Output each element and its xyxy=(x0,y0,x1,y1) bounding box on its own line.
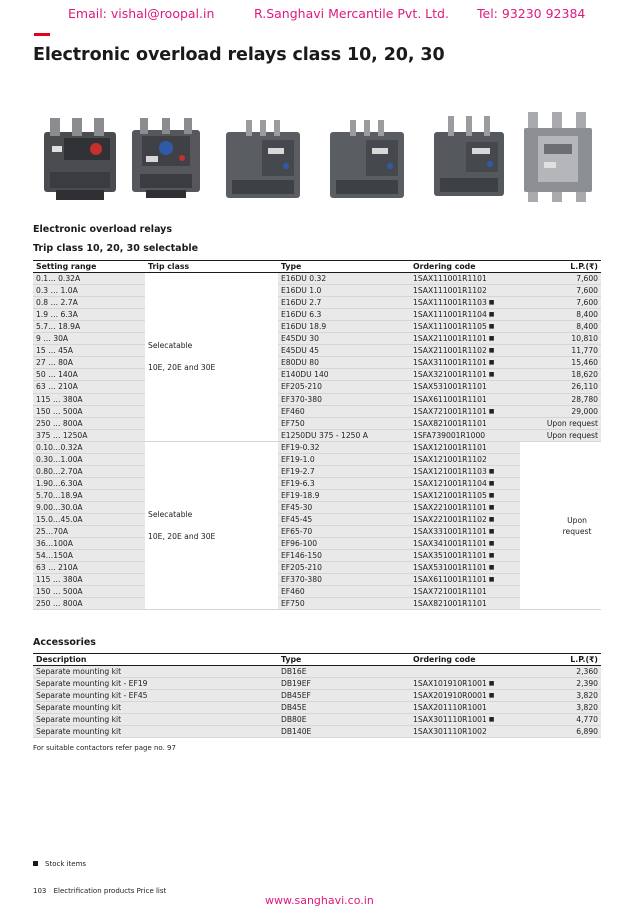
ordering-code-cell xyxy=(410,501,520,513)
trip-class-cell xyxy=(145,441,278,610)
setting-range-cell: 0.80…2.70A xyxy=(33,465,145,477)
stock-marker-icon: ■ xyxy=(488,552,495,560)
trip-class-line: Selecatable xyxy=(148,341,193,351)
ordering-code: 1SAX221001R1102 xyxy=(413,515,487,524)
ordering-code: 1SAX721001R1101 xyxy=(413,406,487,416)
ordering-code-cell xyxy=(410,321,520,333)
ordering-code-cell xyxy=(410,369,520,381)
setting-range-cell: 0.30…1.00A xyxy=(33,453,145,465)
price-cell: 2,390 xyxy=(520,678,601,690)
table-row xyxy=(33,562,601,574)
setting-range-cell: 0.3 … 1.0A xyxy=(33,285,145,297)
trip-class-line: 10E, 20E and 30E xyxy=(148,532,216,542)
column-header: L.P.(₹) xyxy=(520,654,601,666)
type-cell: EF460 xyxy=(278,405,410,417)
ordering-code: 1SAX331001R1101 xyxy=(413,527,487,537)
stock-marker-icon: ■ xyxy=(488,516,495,523)
ordering-code-cell xyxy=(410,550,520,562)
stock-marker-icon: ■ xyxy=(488,335,495,343)
table-row xyxy=(33,526,601,538)
type-cell: E16DU 6.3 xyxy=(278,309,410,321)
setting-range-cell: 150 … 500A xyxy=(33,405,145,417)
type-cell: EF19-1.0 xyxy=(278,453,410,465)
table-header-row xyxy=(33,261,601,273)
table-row xyxy=(33,489,601,501)
price-cell: Upon request xyxy=(520,429,601,441)
ordering-code-cell xyxy=(410,465,520,477)
ordering-code: 1SAX111001R1102 xyxy=(413,286,487,296)
column-header: Type xyxy=(278,654,410,666)
stock-marker-icon: ■ xyxy=(488,407,495,415)
price-cell: 7,600 xyxy=(520,273,601,285)
price-cell: 11,770 xyxy=(520,345,601,357)
ordering-code-cell xyxy=(410,273,520,285)
description-cell: Separate mounting kit xyxy=(33,666,278,678)
page-footer xyxy=(33,887,166,895)
section-title-trip-class: Trip class 10, 20, 30 selectable xyxy=(33,243,199,254)
relay-image-3 xyxy=(226,120,300,200)
type-cell: E45DU 30 xyxy=(278,333,410,345)
ordering-code-cell xyxy=(410,345,520,357)
relays-table xyxy=(33,260,601,610)
table-row xyxy=(33,690,601,702)
ordering-code-cell xyxy=(410,598,520,610)
ordering-code: 1SAX201910R0001 xyxy=(413,691,487,701)
ordering-code-cell xyxy=(410,538,520,550)
table-row xyxy=(33,666,601,678)
stock-marker-icon: ■ xyxy=(488,503,495,511)
price-cell: 7,600 xyxy=(520,285,601,297)
stock-marker-icon: ■ xyxy=(488,467,495,475)
price-cell: 2,360 xyxy=(520,666,601,678)
type-cell: EF45-30 xyxy=(278,501,410,513)
type-cell: EF370-380 xyxy=(278,574,410,586)
ordering-code-cell xyxy=(410,526,520,538)
ordering-code: 1SAX301110R1002 xyxy=(413,727,487,737)
description-cell: Separate mounting kit xyxy=(33,714,278,726)
table-row xyxy=(33,417,601,429)
ordering-code: 1SAX611001R1101 xyxy=(413,575,487,585)
ordering-code-cell xyxy=(410,726,520,738)
column-header: Setting range xyxy=(33,261,145,273)
table-row xyxy=(33,357,601,369)
setting-range-cell: 0.1… 0.32A xyxy=(33,273,145,285)
column-header: Trip class xyxy=(145,261,278,273)
type-cell: EF750 xyxy=(278,417,410,429)
price-cell: 28,780 xyxy=(520,393,601,405)
setting-range-cell: 150 … 500A xyxy=(33,586,145,598)
type-cell: EF370-380 xyxy=(278,393,410,405)
relay-image-4 xyxy=(330,120,404,200)
contactor-note: For suitable contactors refer page no. 97 xyxy=(33,744,176,752)
accessories-table xyxy=(33,653,601,738)
type-cell: EF460 xyxy=(278,586,410,598)
type-cell: E1250DU 375 - 1250 A xyxy=(278,429,410,441)
header-tel[interactable]: Tel: 93230 92384 xyxy=(477,6,586,21)
stock-square-icon xyxy=(33,861,38,866)
table-row xyxy=(33,273,601,285)
table-row xyxy=(33,453,601,465)
price-cell: 4,770 xyxy=(520,714,601,726)
table-row xyxy=(33,369,601,381)
table-row xyxy=(33,550,601,562)
setting-range-cell: 375 … 1250A xyxy=(33,429,145,441)
setting-range-cell: 0.8 … 2.7A xyxy=(33,297,145,309)
description-cell: Separate mounting kit - EF19 xyxy=(33,678,278,690)
ordering-code: 1SAX341001R1101 xyxy=(413,539,487,549)
ordering-code: 1SAX531001R1101 xyxy=(413,563,487,573)
ordering-code: 1SAX111001R1103 xyxy=(413,298,487,308)
table-row xyxy=(33,441,601,453)
type-cell: E140DU 140 xyxy=(278,369,410,381)
stock-marker-icon: ■ xyxy=(488,528,495,536)
ordering-code-cell xyxy=(410,702,520,714)
table-row xyxy=(33,598,601,610)
price-cell: 15,460 xyxy=(520,357,601,369)
ordering-code-cell xyxy=(410,405,520,417)
stock-marker-icon: ■ xyxy=(488,359,495,367)
ordering-code-cell xyxy=(410,690,520,702)
column-header: Type xyxy=(278,261,410,273)
setting-range-cell: 0.10…0.32A xyxy=(33,441,145,453)
type-cell: EF19-0.32 xyxy=(278,441,410,453)
ordering-code: 1SAX121001R1104 xyxy=(413,478,487,488)
stock-marker-icon: ■ xyxy=(488,371,495,379)
setting-range-cell: 36…100A xyxy=(33,538,145,550)
price-cell: 26,110 xyxy=(520,381,601,393)
stock-marker-icon: ■ xyxy=(488,716,495,724)
page-title: Electronic overload relays class 10, 20, 30 xyxy=(33,45,445,65)
ordering-code-cell xyxy=(410,393,520,405)
type-cell: DB45E xyxy=(278,702,410,714)
setting-range-cell: 115 … 380A xyxy=(33,574,145,586)
description-cell: Separate mounting kit xyxy=(33,726,278,738)
ordering-code: 1SAX121001R1102 xyxy=(413,454,487,464)
type-cell: E16DU 1.0 xyxy=(278,285,410,297)
ordering-code-cell xyxy=(410,586,520,598)
trip-class-line: 10E, 20E and 30E xyxy=(148,363,216,373)
type-cell: E80DU 80 xyxy=(278,357,410,369)
ordering-code-cell xyxy=(410,381,520,393)
accent-bar xyxy=(34,33,50,36)
website-link[interactable]: www.sanghavi.co.in xyxy=(265,894,374,907)
column-header: L.P.(₹) xyxy=(520,261,601,273)
price-cell: 18,620 xyxy=(520,369,601,381)
stock-marker-icon: ■ xyxy=(488,299,495,307)
ordering-code-cell xyxy=(410,297,520,309)
price-cell: 3,820 xyxy=(520,702,601,714)
table-row xyxy=(33,309,601,321)
description-cell: Separate mounting kit xyxy=(33,702,278,714)
stock-marker-icon: ■ xyxy=(488,311,495,319)
ordering-code-cell xyxy=(410,714,520,726)
description-cell: Separate mounting kit - EF45 xyxy=(33,690,278,702)
setting-range-cell: 9.00…30.0A xyxy=(33,501,145,513)
ordering-code: 1SAX121001R1101 xyxy=(413,442,487,452)
type-cell: EF750 xyxy=(278,598,410,610)
table-row xyxy=(33,513,601,525)
ordering-code: 1SAX301110R1001 xyxy=(413,715,487,725)
table-row xyxy=(33,405,601,417)
stock-marker-icon: ■ xyxy=(488,576,495,584)
table-row xyxy=(33,702,601,714)
price-cell: 3,820 xyxy=(520,690,601,702)
column-header: Ordering code xyxy=(410,654,520,666)
table-row xyxy=(33,501,601,513)
type-cell: EF19-18.9 xyxy=(278,489,410,501)
price-cell: 8,400 xyxy=(520,309,601,321)
relay-image-2 xyxy=(132,116,200,200)
ordering-code-cell xyxy=(410,666,520,678)
trip-class-cell xyxy=(145,273,278,442)
ordering-code-cell xyxy=(410,333,520,345)
type-cell: DB80E xyxy=(278,714,410,726)
type-cell: DB45EF xyxy=(278,690,410,702)
ordering-code: 1SAX211001R1101 xyxy=(413,334,487,344)
type-cell: E16DU 2.7 xyxy=(278,297,410,309)
ordering-code-cell xyxy=(410,357,520,369)
ordering-code: 1SAX311001R1101 xyxy=(413,358,487,368)
price-cell: Upon request xyxy=(520,417,601,429)
type-cell: EF205-210 xyxy=(278,562,410,574)
type-cell: EF19-2.7 xyxy=(278,465,410,477)
ordering-code-cell xyxy=(410,453,520,465)
table-row xyxy=(33,678,601,690)
price-cell: 29,000 xyxy=(520,405,601,417)
ordering-code-cell xyxy=(410,513,520,525)
setting-range-cell: 50 … 140A xyxy=(33,369,145,381)
setting-range-cell: 250 … 800A xyxy=(33,598,145,610)
setting-range-cell: 15 … 45A xyxy=(33,345,145,357)
header-email[interactable]: Email: vishal@roopal.in xyxy=(68,6,215,21)
price-upon-request: Upon request xyxy=(562,515,592,536)
setting-range-cell: 63 … 210A xyxy=(33,381,145,393)
ordering-code: 1SAX121001R1105 xyxy=(413,490,487,500)
table-row xyxy=(33,393,601,405)
setting-range-cell: 15.0…45.0A xyxy=(33,513,145,525)
type-cell: DB19EF xyxy=(278,678,410,690)
ordering-code-cell xyxy=(410,489,520,501)
table-row xyxy=(33,586,601,598)
ordering-code: 1SAX821001R1101 xyxy=(413,418,487,428)
table-row xyxy=(33,333,601,345)
table-row xyxy=(33,297,601,309)
ordering-code-cell xyxy=(410,574,520,586)
column-header: Ordering code xyxy=(410,261,520,273)
table-row xyxy=(33,538,601,550)
ordering-code: 1SAX211001R1102 xyxy=(413,346,487,356)
type-cell: EF65-70 xyxy=(278,526,410,538)
setting-range-cell: 1.90…6.30A xyxy=(33,477,145,489)
ordering-code: 1SFA739001R1000 xyxy=(413,430,486,440)
setting-range-cell: 115 … 380A xyxy=(33,393,145,405)
ordering-code-cell xyxy=(410,562,520,574)
type-cell: EF45-45 xyxy=(278,513,410,525)
column-header: Description xyxy=(33,654,278,666)
ordering-code: 1SAX111001R1105 xyxy=(413,322,487,332)
setting-range-cell: 250 … 800A xyxy=(33,417,145,429)
price-cell-merged xyxy=(520,441,601,610)
legend-label: Stock items xyxy=(45,860,87,868)
setting-range-cell: 5.7… 18.9A xyxy=(33,321,145,333)
price-cell: 7,600 xyxy=(520,297,601,309)
table-row xyxy=(33,574,601,586)
ordering-code: 1SAX721001R1101 xyxy=(413,587,487,597)
setting-range-cell: 5.70…18.9A xyxy=(33,489,145,501)
ordering-code: 1SAX351001R1101 xyxy=(413,551,487,561)
table-row xyxy=(33,726,601,738)
type-cell: DB140E xyxy=(278,726,410,738)
stock-marker-icon: ■ xyxy=(488,323,495,331)
table-row xyxy=(33,285,601,297)
ordering-code-cell xyxy=(410,309,520,321)
table-row xyxy=(33,381,601,393)
ordering-code: 1SAX821001R1101 xyxy=(413,599,487,609)
ordering-code: 1SAX611001R1101 xyxy=(413,394,487,404)
table-row xyxy=(33,465,601,477)
table-row xyxy=(33,321,601,333)
setting-range-cell: 54…150A xyxy=(33,550,145,562)
ordering-code: 1SAX321001R1101 xyxy=(413,370,487,380)
ordering-code: 1SAX111001R1104 xyxy=(413,310,487,320)
stock-legend xyxy=(33,860,86,868)
stock-marker-icon: ■ xyxy=(488,347,495,355)
ordering-code-cell xyxy=(410,417,520,429)
table-row xyxy=(33,714,601,726)
type-cell: EF146-150 xyxy=(278,550,410,562)
stock-marker-icon: ■ xyxy=(488,491,495,499)
trip-class-line: Selecatable xyxy=(148,510,193,520)
type-cell: E45DU 45 xyxy=(278,345,410,357)
relay-image-5 xyxy=(434,116,504,200)
ordering-code: 1SAX201110R1001 xyxy=(413,703,487,713)
type-cell: EF96-100 xyxy=(278,538,410,550)
stock-marker-icon: ■ xyxy=(488,479,495,487)
ordering-code: 1SAX111001R1101 xyxy=(413,274,487,284)
setting-range-cell: 27 … 80A xyxy=(33,357,145,369)
stock-marker-icon: ■ xyxy=(488,564,495,572)
ordering-code-cell xyxy=(410,477,520,489)
ordering-code-cell xyxy=(410,285,520,297)
table-row xyxy=(33,429,601,441)
ordering-code: 1SAX221001R1101 xyxy=(413,502,487,512)
page-number: 103 xyxy=(33,887,47,895)
stock-marker-icon: ■ xyxy=(488,692,495,700)
page-header xyxy=(0,6,638,26)
section-title-relays: Electronic overload relays xyxy=(33,224,173,235)
ordering-code-cell xyxy=(410,429,520,441)
relay-image-6 xyxy=(524,112,592,204)
ordering-code-cell xyxy=(410,441,520,453)
product-images xyxy=(34,110,604,210)
price-cell: 8,400 xyxy=(520,321,601,333)
footer-text: Electrification products Price list xyxy=(53,887,167,895)
table-row xyxy=(33,477,601,489)
relay-image-1 xyxy=(44,116,116,202)
setting-range-cell: 9 … 30A xyxy=(33,333,145,345)
ordering-code: 1SAX531001R1101 xyxy=(413,382,487,392)
price-cell: 10,810 xyxy=(520,333,601,345)
stock-marker-icon: ■ xyxy=(488,680,495,688)
table-row xyxy=(33,345,601,357)
header-company: R.Sanghavi Mercantile Pvt. Ltd. xyxy=(254,6,449,21)
ordering-code-cell xyxy=(410,678,520,690)
type-cell: E16DU 18.9 xyxy=(278,321,410,333)
type-cell: EF19-6.3 xyxy=(278,477,410,489)
setting-range-cell: 1.9 … 6.3A xyxy=(33,309,145,321)
ordering-code: 1SAX101910R1001 xyxy=(413,679,487,689)
section-title-accessories: Accessories xyxy=(33,637,96,648)
setting-range-cell: 63 … 210A xyxy=(33,562,145,574)
ordering-code: 1SAX121001R1103 xyxy=(413,466,487,476)
stock-marker-icon: ■ xyxy=(488,540,495,548)
price-cell: 6,890 xyxy=(520,726,601,738)
type-cell: E16DU 0.32 xyxy=(278,273,410,285)
table-header-row xyxy=(33,654,601,666)
setting-range-cell: 25…70A xyxy=(33,526,145,538)
type-cell: EF205-210 xyxy=(278,381,410,393)
type-cell: DB16E xyxy=(278,666,410,678)
